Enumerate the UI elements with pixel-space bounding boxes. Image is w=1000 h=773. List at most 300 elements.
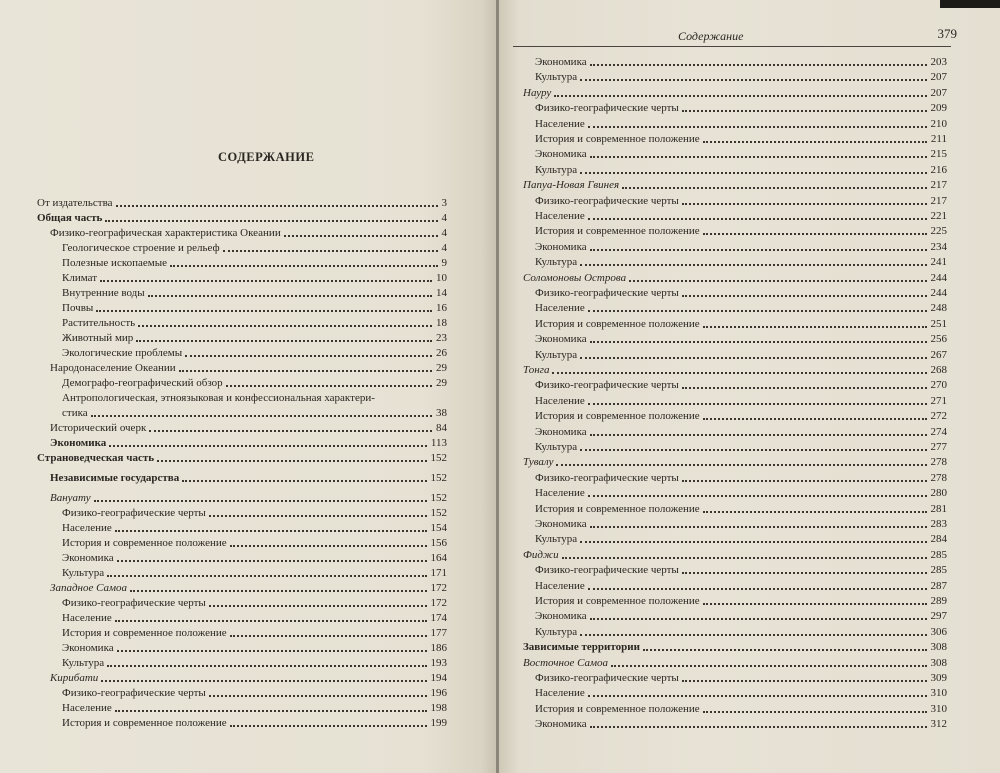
toc-entry [523,86,947,100]
toc-entry-text: Экономика [50,437,107,449]
toc-entry-page: 84 [436,422,447,434]
toc-entry [535,532,947,546]
toc-entry [523,656,947,670]
toc-entry-text: Папуа-Новая Гвинея [523,179,620,192]
toc-entry-text: Физико-географические черты [535,672,679,684]
toc-entry-text: Физико-географические черты [535,287,679,299]
toc-entry-text: Население [535,487,585,500]
dot-leader [209,605,427,607]
dot-leader [101,680,426,682]
toc-entry [523,640,947,654]
dot-leader [643,649,927,651]
toc-entry [62,241,447,255]
toc-entry-page: 26 [436,347,447,359]
toc-entry-page: 287 [930,579,947,592]
toc-entry-text: Вануату [50,492,91,504]
toc-entry-text: Исторический очерк [50,422,147,434]
toc-entry-text: Население [535,302,585,315]
dot-leader [138,325,432,327]
toc-entry-text: Культура [535,625,578,638]
toc-entry [535,702,947,716]
toc-entry [50,581,447,595]
toc-entry [62,656,447,670]
dot-leader [580,172,926,174]
dot-leader [116,205,438,207]
dot-leader [682,680,927,682]
dot-leader [130,590,426,592]
toc-entry-page: 274 [930,425,947,438]
toc-entry [535,240,947,254]
toc-entry-page: 215 [930,148,947,161]
toc-entry-text: История и современное положение [535,702,700,715]
toc-entry-page: 251 [930,317,947,330]
toc-entry-page: 217 [930,194,947,207]
toc-entry-page: 280 [930,487,947,500]
toc-entry-page: 14 [436,287,447,299]
dark-corner [940,0,1000,8]
dot-leader [588,495,927,497]
toc-entry [535,55,947,69]
toc-entry [62,596,447,610]
toc-entry-page: 203 [930,56,947,68]
toc-entry-page: 285 [930,564,947,577]
page-title: СОДЕРЖАНИЕ [218,150,315,164]
dot-leader [703,141,927,143]
dot-leader [185,355,432,357]
toc-entry-text: История и современное положение [535,317,700,330]
toc-entry-page: 256 [930,333,947,346]
dot-leader [580,264,926,266]
toc-entry [535,409,947,423]
toc-entry-text: Физико-географические черты [535,379,679,392]
toc-entry [62,301,447,315]
toc-entry-page: 211 [930,133,947,145]
toc-entry [535,224,947,238]
toc-entry-page: 3 [441,197,447,209]
dot-leader [588,403,927,405]
toc-entry-text: Экономика [535,56,587,68]
toc-entry [535,394,947,408]
toc-entry [535,594,947,608]
toc-entry-page: 244 [930,271,947,284]
toc-entry [50,491,447,505]
right-page [499,0,1000,773]
toc-entry-page: 216 [930,163,947,176]
toc-entry [535,425,947,439]
toc-entry-text: Физико-географические черты [535,564,679,577]
toc-entry-page: 29 [436,377,447,389]
toc-entry [535,194,947,208]
dot-leader [703,711,927,713]
toc-entry-page: 152 [430,452,447,464]
toc-entry-page: 172 [430,582,447,594]
toc-entry [50,226,447,240]
toc-entry-page: 199 [430,717,447,729]
toc-entry-page: 272 [930,410,947,423]
dot-leader [107,575,426,577]
running-header [513,26,957,47]
toc-entry-page: 18 [436,317,447,329]
toc-entry [535,579,947,593]
toc-entry-text: Экономика [62,642,114,654]
toc-entry-page: 174 [430,612,447,624]
toc-entry [62,611,447,625]
dot-leader [703,233,927,235]
toc-entry-page: 4 [441,227,447,239]
toc-entry-text: Физико-географические черты [535,102,679,115]
toc-entry-page: 285 [930,548,947,561]
dot-leader [682,295,927,297]
toc-entry-text: Экономика [535,240,587,253]
toc-entry-page: 207 [930,71,947,84]
toc-entry-page: 164 [430,552,447,564]
toc-entry-page: 278 [930,471,947,484]
dot-leader [682,203,927,205]
dot-leader [209,695,427,697]
toc-entry-text: Народонаселение Океании [50,362,176,374]
dot-leader [590,526,927,528]
toc-entry-text: Восточное Самоа [523,656,609,669]
toc-entry-page: 308 [930,641,947,654]
toc-entry [535,471,947,485]
toc-entry-text: Тонга [523,364,550,376]
toc-entry-text: Экономика [535,610,587,623]
toc-entry-text: Антропологическая, этноязыковая и конфессиональная характери- [62,392,375,404]
toc-entry [535,163,947,177]
toc-entry-page: 308 [930,656,947,669]
dot-leader [590,618,927,620]
page-number: 379 [937,26,957,41]
toc-entry-text: Население [535,579,585,592]
dot-leader [590,156,927,158]
dot-leader [629,280,926,282]
dot-leader [96,310,432,312]
toc-entry-page: 241 [930,256,947,269]
toc-entry-text: Независимые государства [50,472,180,484]
toc-entry-text: От издательства [37,197,113,209]
dot-leader [611,665,926,667]
toc-entry-text: Экономика [535,148,587,161]
toc-entry-text: История и современное положение [62,627,227,639]
dot-leader [109,445,427,447]
dot-leader [284,235,438,237]
toc-entry [535,686,947,700]
toc-entry-page: 221 [930,210,947,222]
toc-entry [535,717,947,731]
toc-entry [62,271,447,285]
toc-entry-text: Население [535,117,585,130]
toc-entry-page: 198 [430,702,447,714]
dot-leader [588,588,927,590]
toc-entry [523,455,947,469]
toc-entry-page: 310 [930,687,947,700]
toc-entry [62,256,447,270]
dot-leader [223,250,438,252]
toc-entry [62,331,447,345]
toc-entry-page: 306 [930,625,947,638]
dot-leader [94,500,427,502]
toc-entry-text: Экономика [62,552,114,564]
toc-entry-text: Культура [535,533,578,546]
dot-leader [703,603,927,605]
toc-entry-page: 172 [430,597,447,609]
dot-leader [588,218,927,220]
toc-entry [62,286,447,300]
toc-entry-text: Экономика [535,425,587,438]
toc-entry-text: стика [62,407,88,419]
toc-entry [535,563,947,577]
toc-entry [535,209,947,223]
toc-entry [523,178,947,192]
toc-entry-text: Соломоновы Острова [523,271,627,284]
dot-leader [703,511,927,513]
toc-entry-text: Геологическое строение и рельеф [62,242,220,254]
toc-entry-text: Физико-географические черты [62,507,206,519]
toc-entry [535,486,947,500]
dot-leader [682,387,927,389]
toc-entry-text: Физико-географические черты [62,687,206,699]
toc-entry-text: Физико-географические черты [535,471,679,484]
dot-leader [230,635,427,637]
toc-entry-text: История и современное положение [535,225,700,238]
toc-entry-page: 177 [430,627,447,639]
toc-entry-text: История и современное положение [535,133,700,145]
dot-leader [562,557,927,559]
toc-entry [535,609,947,623]
toc-entry-page: 194 [430,672,447,684]
toc-entry-text: История и современное положение [62,537,227,549]
toc-entry [535,671,947,685]
dot-leader [209,515,427,517]
toc-entry-text: История и современное положение [62,717,227,729]
toc-entry-page: 278 [930,456,947,469]
dot-leader [590,434,927,436]
toc-entry-text: Общая часть [37,212,103,224]
toc-entry-page: 225 [930,225,947,238]
dot-leader [590,726,927,728]
toc-entry [62,626,447,640]
toc-entry-page: 196 [430,687,447,699]
toc-entry-text: Внутренние воды [62,287,145,299]
toc-entry-text: Население [535,394,585,407]
toc-entry [535,440,947,454]
toc-entry [62,346,447,360]
toc-entry [535,286,947,300]
toc-entry-text: История и современное положение [535,410,700,423]
dot-leader [682,572,927,574]
toc-entry [535,147,947,161]
dot-leader [230,725,427,727]
dot-leader [230,545,427,547]
toc-entry-page: 210 [930,117,947,130]
toc-entry-page: 9 [441,257,447,269]
toc-entry-page: 152 [430,492,447,504]
dot-leader [157,460,426,462]
dot-leader [179,370,432,372]
toc-entry [535,301,947,315]
toc-entry [62,521,447,535]
toc-entry-page: 281 [930,502,947,515]
toc-entry-text: Экономика [535,718,587,731]
toc-entry-page: 309 [930,672,947,684]
toc-entry [535,348,947,362]
dot-leader [226,385,432,387]
dot-leader [107,665,426,667]
toc-entry [37,451,447,465]
toc-entry [523,363,947,377]
toc-entry-text: Науру [523,86,552,99]
dot-leader [149,430,432,432]
toc-entry-page: 234 [930,240,947,253]
toc-entry [535,255,947,269]
toc-entry-text: Животный мир [62,332,134,344]
toc-entry [50,421,447,435]
toc-entry-text: Тувалу [523,456,554,469]
toc-entry [523,548,947,562]
toc-entry-text: Население [62,702,112,714]
dot-leader [588,126,927,128]
dot-leader [580,357,926,359]
toc-entry [523,271,947,285]
dot-leader [100,280,432,282]
toc-entry-text: Физико-географическая характеристика Океании [50,227,281,239]
toc-entry [535,625,947,639]
toc-entry [62,716,447,730]
toc-entry-page: 267 [930,348,947,361]
toc-entry-page: 154 [430,522,447,534]
toc-entry-text: Культура [62,657,105,669]
toc-entry [535,117,947,131]
toc-entry [535,317,947,331]
toc-entry-text: Физико-географические черты [535,194,679,207]
left-page [0,0,497,773]
toc-entry-text: Население [535,687,585,700]
toc-entry-text: Культура [535,256,578,269]
toc-entry-text: Демографо-географический обзор [62,377,223,389]
toc-entry [535,378,947,392]
toc-entry-page: 152 [430,507,447,519]
toc-entry-page: 38 [436,407,447,419]
toc-entry [62,316,447,330]
toc-entry [37,211,447,225]
toc-entry-text: Полезные ископаемые [62,257,167,269]
dot-leader [552,372,926,374]
dot-leader [703,326,927,328]
toc-entry-text: Почвы [62,302,94,314]
dot-leader [588,310,927,312]
toc-entry-page: 156 [430,537,447,549]
toc-entry [62,506,447,520]
toc-entry-text: Культура [535,71,578,84]
toc-entry [50,471,447,485]
toc-entry-text: Экономика [535,333,587,346]
toc-entry-text: Культура [535,348,578,361]
toc-entry-page: 152 [430,472,447,484]
toc-entry-page: 171 [430,567,447,579]
toc-entry-text: Фиджи [523,548,559,561]
dot-leader [117,560,427,562]
toc-entry-page: 209 [930,102,947,115]
toc-entry-text: Климат [62,272,98,284]
toc-entry [37,196,447,210]
toc-entry-page: 16 [436,302,447,314]
toc-entry-text: Экономика [535,518,587,530]
toc-entry-text: Экологические проблемы [62,347,183,359]
toc-entry-text: Физико-географические черты [62,597,206,609]
toc-entry-page: 244 [930,287,947,299]
dot-leader [682,480,927,482]
dot-leader [580,79,926,81]
toc-entry [535,502,947,516]
toc-entry [535,332,947,346]
toc-entry-page: 248 [930,302,947,315]
dot-leader [580,541,926,543]
toc-entry-text: Западное Самоа [50,582,128,594]
toc-entry-page: 289 [930,595,947,607]
toc-entry-text: Культура [535,441,578,453]
dot-leader [136,340,432,342]
toc-entry [535,101,947,115]
toc-entry-page: 284 [930,533,947,546]
toc-entry-page: 113 [430,437,447,449]
dot-leader [554,95,926,97]
toc-entry-text: История и современное положение [535,595,700,607]
toc-entry [50,361,447,375]
toc-entry-page: 4 [441,242,447,254]
toc-entry [535,517,947,531]
toc-entry-page: 4 [441,212,447,224]
dot-leader [682,110,927,112]
dot-leader [590,64,927,66]
dot-leader [182,480,426,482]
toc-entry-page: 23 [436,332,447,344]
toc-entry [50,436,447,450]
toc-entry-page: 297 [930,610,947,623]
toc-entry [62,406,447,420]
toc-entry-page: 277 [930,441,947,453]
dot-leader [115,710,427,712]
dot-leader [580,449,926,451]
dot-leader [117,650,427,652]
toc-entry-text: Растительность [62,317,136,329]
toc-entry [62,566,447,580]
toc-entry-page: 10 [436,272,447,284]
toc-entry [50,671,447,685]
toc-entry-text: Население [535,210,585,222]
running-header-title: Содержание [678,29,744,43]
toc-entry-page: 283 [930,518,947,530]
toc-entry-text: Население [62,522,112,534]
toc-entry [62,701,447,715]
dot-leader [115,530,427,532]
dot-leader [170,265,438,267]
toc-entry [62,686,447,700]
dot-leader [556,464,926,466]
toc-entry-page: 217 [930,179,947,192]
toc-entry [535,70,947,84]
toc-entry [62,536,447,550]
dot-leader [115,620,427,622]
toc-entry-text: Культура [535,163,578,176]
dot-leader [590,341,927,343]
dot-leader [580,634,926,636]
toc-entry-page: 268 [930,364,947,376]
dot-leader [148,295,432,297]
dot-leader [622,187,926,189]
dot-leader [703,418,927,420]
toc-entry-text: Население [62,612,112,624]
toc-entry [62,376,447,390]
